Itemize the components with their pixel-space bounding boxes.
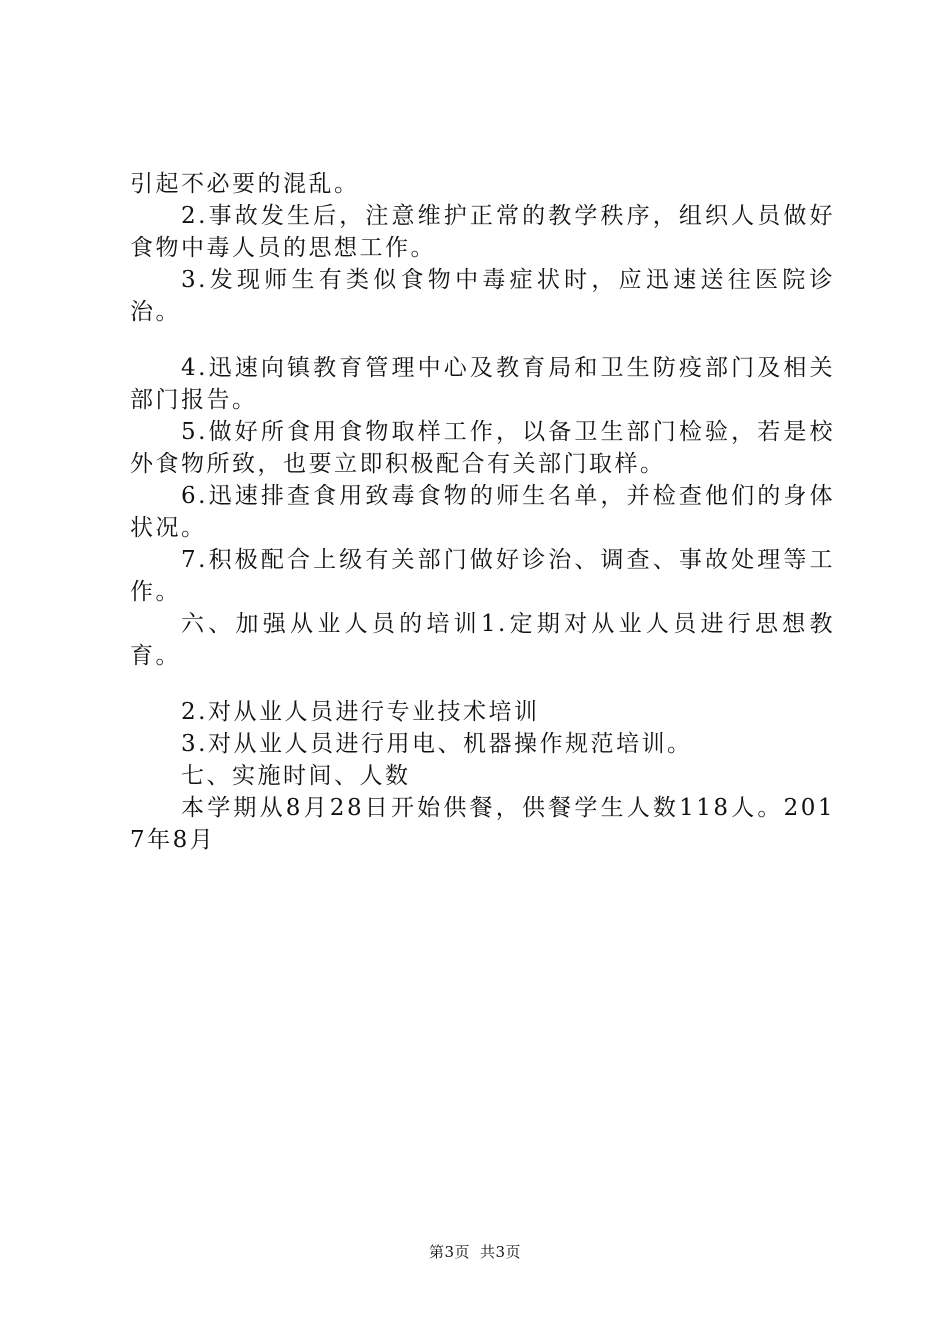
- page-total: 共3页: [480, 1243, 522, 1261]
- paragraph-item-6: 6.迅速排查食用致毒食物的师生名单，并检查他们的身体状况。: [130, 483, 835, 541]
- paragraph-item-4: 4.迅速向镇教育管理中心及教育局和卫生防疫部门及相关部门报告。: [130, 355, 835, 413]
- paragraph-item-2: 2.事故发生后，注意维护正常的教学秩序，组织人员做好食物中毒人员的思想工作。: [130, 203, 835, 261]
- paragraph-item-7: 7.积极配合上级有关部门做好诊治、调查、事故处理等工作。: [130, 547, 835, 605]
- paragraph-implementation: 本学期从8月28日开始供餐，供餐学生人数118人。2017年8月: [130, 795, 835, 853]
- section-seven-heading: 七、实施时间、人数: [181, 763, 411, 789]
- paragraph-item-5: 5.做好所食用食物取样工作，以备卫生部门检验，若是校外食物所致，也要立即积极配合有关部门取样。: [130, 419, 835, 477]
- page-number: 第3页: [428, 1243, 470, 1261]
- paragraph-training-2: 2.对从业人员进行专业技术培训: [181, 699, 540, 725]
- paragraph-item-3: 3.发现师生有类似食物中毒症状时，应迅速送往医院诊治。: [130, 267, 835, 325]
- page-footer: [0, 1242, 950, 1262]
- paragraph-intro-continuation: 引起不必要的混乱。: [130, 171, 360, 197]
- section-six-heading: 六、加强从业人员的培训1.定期对从业人员进行思想教育。: [130, 611, 835, 669]
- paragraph-training-3: 3.对从业人员进行用电、机器操作规范培训。: [181, 731, 693, 757]
- document-body: [130, 168, 835, 856]
